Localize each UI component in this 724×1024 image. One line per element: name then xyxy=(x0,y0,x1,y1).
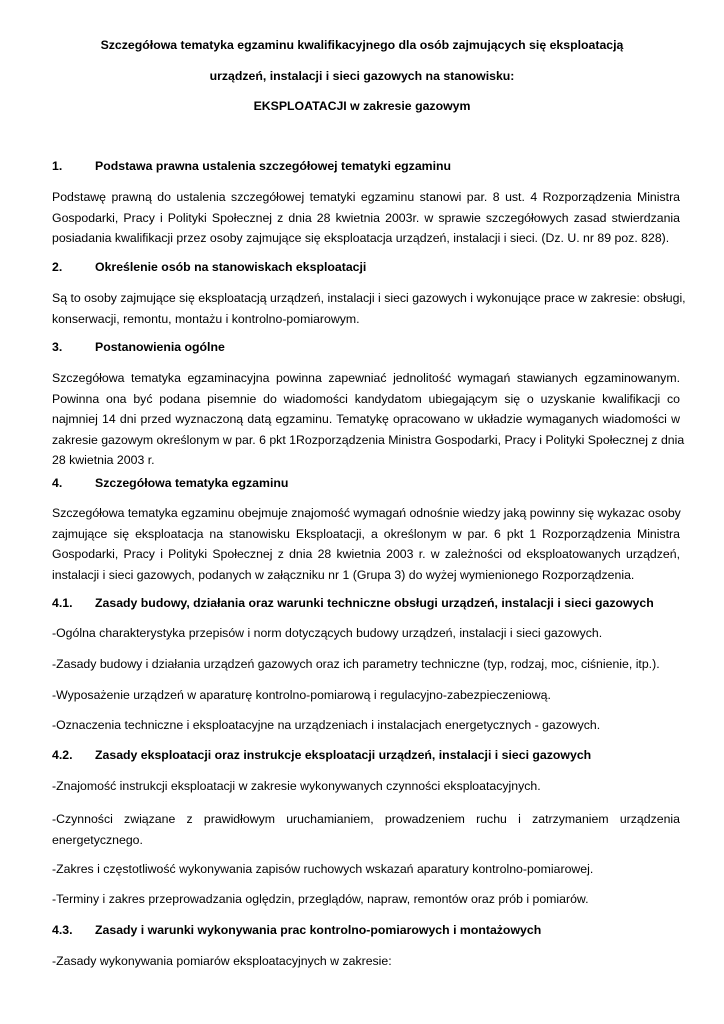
list-item: -Czynności związane z prawidłowym uruchamianiem, prowadzeniem ruchu i zatrzymaniem urządzenia xyxy=(52,812,680,826)
paragraph-line: najmniej 14 dni przed wyznaczoną datą egzaminu. Tematykę opracowano w układzie wymaganych wiadomości w xyxy=(52,412,680,426)
paragraph-line: Szczegółowa tematyka egzaminacyjna powinna zapewniać jednolitość wymagań stawianych egzaminowanym. xyxy=(52,371,680,385)
subsection-number: 4.3. xyxy=(52,923,73,937)
subsection-heading: Zasady i warunki wykonywania prac kontrolno-pomiarowych i montażowych xyxy=(95,923,542,937)
section-paragraph xyxy=(52,503,680,585)
list-item: -Terminy i zakres przeprowadzania oględzin, przeglądów, napraw, remontów oraz prób i pomiarów. xyxy=(52,892,589,906)
section-number: 2. xyxy=(52,260,63,274)
paragraph-line: Powinna ona być podana pisemnie do wiadomości kandydatom ubiegającym się o uzyskanie kwalifikacji co xyxy=(52,391,680,406)
paragraph-line: zajmujące się eksploatacja na stanowisku Eksploatacji, a określonym w par. 6 pkt 1 Rozporządzenia Ministra xyxy=(52,526,680,541)
title-line-1: Szczegółowa tematyka egzaminu kwalifikacyjnego dla osób zajmujących się eksploatacją xyxy=(100,38,624,52)
paragraph-line: Gospodarki, Pracy i Polityki Społecznej z dnia 28 kwietnia 2003 r. w zależności od eksploatowanych urządzeń, xyxy=(52,547,680,561)
paragraph-line: posiadania kwalifikacji przez osoby zajmujące się eksploatacja urządzeń, instalacji i sieci. (Dz. U. nr 89 poz. 828). xyxy=(52,231,670,245)
paragraph-line: Gospodarki, Pracy i Polityki Społecznej z dnia 28 kwietnia 2003r. w sprawie szczegółowych zasad stwierdzania xyxy=(52,210,680,225)
paragraph-line: 28 kwietnia 2003 r. xyxy=(52,453,155,467)
subsection-heading: Zasady budowy, działania oraz warunki techniczne obsługi urządzeń, instalacji i sieci gazowych xyxy=(95,596,654,610)
paragraph-line: Szczegółowa tematyka egzaminu obejmuje znajomość wymagań odnośnie wiedzy jaką powinny się wykazac osoby xyxy=(52,506,681,520)
paragraph-line: Podstawę prawną do ustalenia szczegółowej tematyki egzaminu stanowi par. 8 ust. 4 Rozporządzenia Ministra xyxy=(52,190,680,204)
paragraph-line: Są to osoby zajmujące się eksploatacją urządzeń, instalacji i sieci gazowych i wykonujące prace w zakresie: obsługi, xyxy=(52,291,686,305)
list-item: -Zasady budowy i działania urządzeń gazowych oraz ich parametry techniczne (typ, rodzaj, moc, ciśnienie, itp.). xyxy=(52,657,660,671)
section-heading: Podstawa prawna ustalenia szczegółowej tematyki egzaminu xyxy=(95,159,452,173)
subsection-number: 4.1. xyxy=(52,596,73,610)
paragraph-line: instalacji i sieci gazowych, podanych w załączniku nr 1 (Grupa 3) do wyżej wymienionego Rozporządzenia. xyxy=(52,567,635,582)
section-heading: Określenie osób na stanowiskach eksploatacji xyxy=(95,260,367,274)
list-item: -Ogólna charakterystyka przepisów i norm dotyczących budowy urządzeń, instalacji i sieci gazowych. xyxy=(52,626,603,640)
section-paragraph xyxy=(52,288,686,329)
list-item: energetycznego. xyxy=(52,832,143,847)
title-line-2: urządzeń, instalacji i sieci gazowych na stanowisku: xyxy=(209,69,515,83)
list-item-multiline xyxy=(52,809,680,850)
list-item: -Wyposażenie urządzeń w aparaturę kontrolno-pomiarową i regulacyjno-zabezpieczeniową. xyxy=(52,688,551,702)
paragraph-line: zakresie gazowym określonym w par. 6 pkt 1Rozporządzenia Ministra Gospodarki, Pracy i Polityki Społecznej z dnia xyxy=(52,432,685,447)
section-heading: Postanowienia ogólne xyxy=(95,340,225,354)
subsection-heading: Zasady eksploatacji oraz instrukcje eksploatacji urządzeń, instalacji i sieci gazowych xyxy=(95,748,592,762)
section-number: 1. xyxy=(52,159,63,173)
title-line-3: EKSPLOATACJI w zakresie gazowym xyxy=(253,99,471,113)
paragraph-line: konserwacji, remontu, montażu i kontrolno-pomiarowym. xyxy=(52,311,360,326)
list-item: -Zakres i częstotliwość wykonywania zapisów ruchowych wskazań aparatury kontrolno-pomiarowej. xyxy=(52,862,594,876)
section-number: 3. xyxy=(52,340,63,354)
section-paragraph xyxy=(52,187,680,249)
list-item: -Znajomość instrukcji eksploatacji w zakresie wykonywanych czynności eksploatacyjnych. xyxy=(52,779,541,793)
section-number: 4. xyxy=(52,476,63,490)
section-heading: Szczegółowa tematyka egzaminu xyxy=(95,476,289,490)
list-item: -Oznaczenia techniczne i eksploatacyjne na urządzeniach i instalacjach energetycznych - gazowych. xyxy=(52,718,601,732)
section-paragraph xyxy=(52,368,685,471)
list-item: -Zasady wykonywania pomiarów eksploatacyjnych w zakresie: xyxy=(52,954,392,968)
subsection-number: 4.2. xyxy=(52,748,73,762)
